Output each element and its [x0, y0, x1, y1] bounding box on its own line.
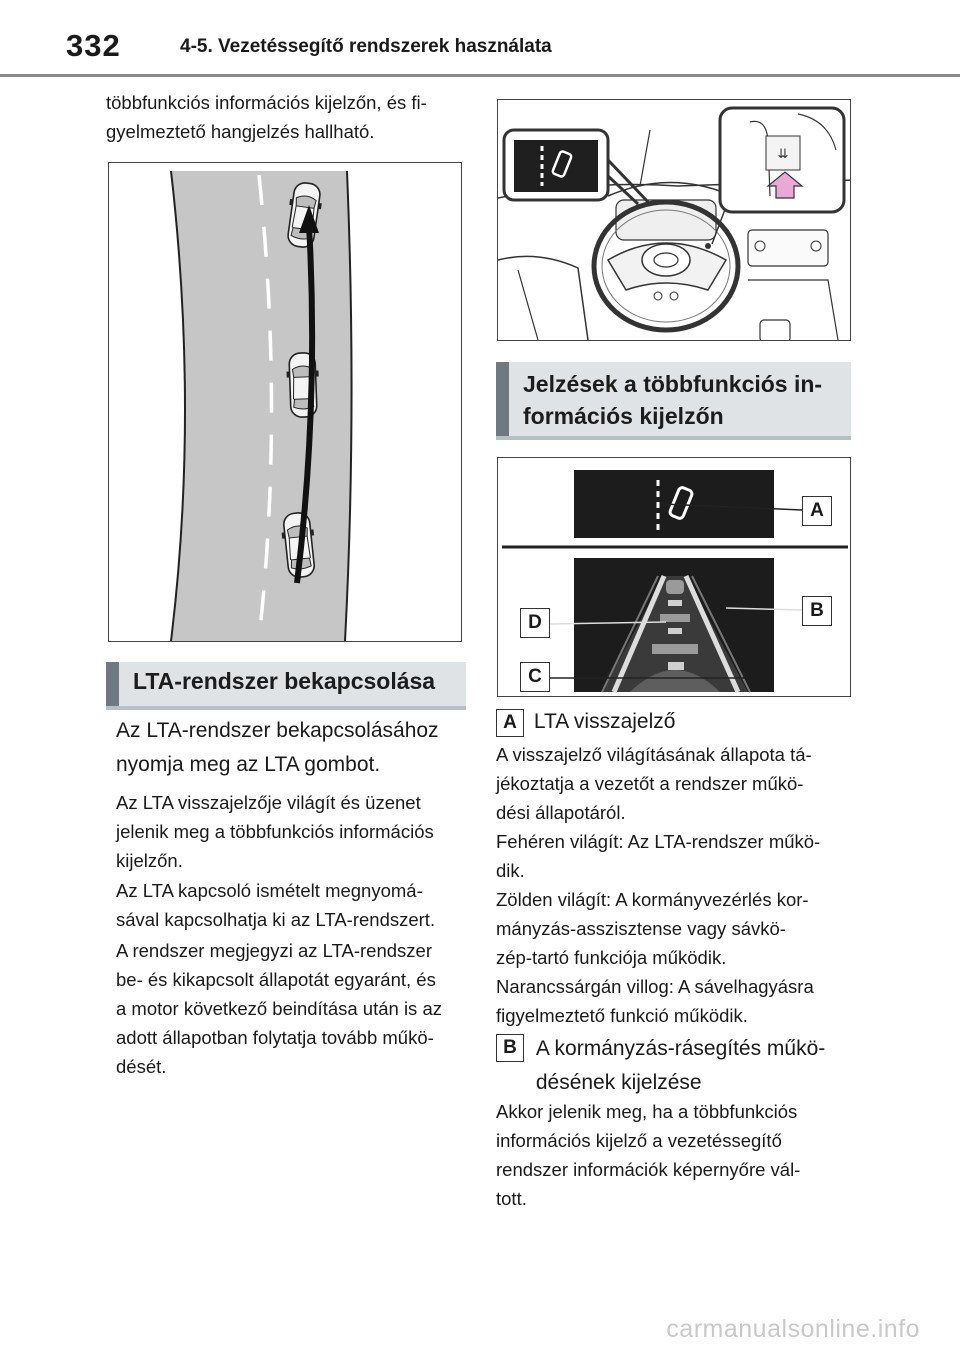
multi-info-display-figure [497, 457, 851, 697]
text-line: A visszajelző világításának állapota tá- [496, 744, 812, 765]
dashboard-figure [497, 99, 851, 341]
item-b-title [536, 1032, 825, 1100]
callout-label-c: C [520, 662, 550, 692]
text-line: információs kijelző a vezetéssegítő [496, 1130, 782, 1151]
lane-tracing-figure [108, 162, 462, 642]
intro-line: többfunkciós információs kijelzőn, és fi- [106, 92, 427, 113]
text-line: a motor következő beindítása után is az [116, 998, 442, 1019]
text-line: sával kapcsolhatja ki az LTA-rendszert. [116, 909, 436, 930]
callout-label-b: B [802, 596, 832, 626]
text-line: jékoztatja a vezetőt a rendszer műkö- [496, 773, 804, 794]
callout-label-d: D [520, 608, 550, 638]
text-line: kijelzőn. [116, 850, 183, 871]
intro-text [106, 88, 466, 146]
text-line: tott. [496, 1188, 527, 1209]
item-a-title: LTA visszajelző [533, 710, 676, 733]
item-label-a: A [496, 709, 524, 737]
section-heading-lta-on: LTA-rendszer bekapcsolása [106, 662, 466, 706]
item-a-paragraph-4 [496, 972, 856, 1030]
text-line: Az LTA kapcsoló ismételt megnyomá- [116, 880, 423, 901]
item-b-heading [496, 1032, 856, 1100]
text-line: Narancssárgán villog: A sávelhagyásra [496, 976, 814, 997]
text-line: figyelmeztető funkció működik. [496, 1005, 748, 1026]
text-line: Akkor jelenik meg, ha a többfunkciós [496, 1101, 798, 1122]
item-a-heading [496, 707, 856, 737]
callout-label-a: A [802, 496, 832, 526]
item-a-paragraph-3 [496, 885, 856, 972]
page-number: 332 [66, 28, 121, 63]
footer-watermark: carmanualsonline.info [666, 1315, 920, 1343]
title-line: A kormányzás-rásegítés műkö- [535, 1037, 826, 1060]
dashboard-illustration [498, 100, 851, 341]
text-line: rendszer információk képernyőre vál- [496, 1159, 801, 1180]
item-b-paragraph-1 [496, 1097, 856, 1213]
text-line: Az LTA visszajelzője világít és üzenet [116, 792, 421, 813]
chapter-title: 4-5. Vezetéssegítő rendszerek használata [180, 36, 552, 57]
display-illustration [498, 458, 851, 697]
item-a-paragraph-2 [496, 827, 856, 885]
lta-on-paragraph-1 [116, 788, 476, 875]
intro-line: gyelmeztető hangjelzés hallható. [106, 121, 375, 142]
text-line: jelenik meg a többfunkciós információs [116, 821, 434, 842]
text-line: A rendszer megjegyzi az LTA-rendszer [116, 940, 432, 961]
item-label-b: B [496, 1034, 524, 1062]
text-line: mányzás-asszisztense vagy sávkö- [496, 918, 786, 939]
section-heading-display-indications [496, 362, 851, 436]
lta-on-paragraph-3 [116, 936, 476, 1081]
text-line: zép-tartó funkciója működik. [496, 947, 727, 968]
heading-line: Jelzések a többfunkciós in- [523, 371, 823, 397]
heading-line: formációs kijelzőn [523, 403, 724, 429]
text-line: be- és kikapcsolt állapotát egyaránt, és [116, 969, 436, 990]
text-line: dési állapotáról. [496, 802, 626, 823]
text-line: Zölden világít: A kormányvezérlés kor- [496, 889, 809, 910]
text-line: adott állapotban folytatja tovább műkö- [116, 1027, 434, 1048]
lta-on-paragraph-2 [116, 876, 476, 934]
text-line: dését. [116, 1056, 167, 1077]
lta-on-instruction [116, 714, 476, 782]
title-line: désének kijelzése [535, 1071, 702, 1094]
road-illustration [109, 163, 462, 642]
text-line: Fehéren világít: Az LTA-rendszer műkö- [496, 831, 821, 852]
item-a-paragraph-1 [496, 740, 856, 827]
text-line: dik. [496, 860, 525, 881]
svg-text:⇊: ⇊ [777, 147, 789, 162]
header-divider [0, 74, 960, 77]
instruction-line: Az LTA-rendszer bekapcsolásához [116, 719, 439, 742]
instruction-line: nyomja meg az LTA gombot. [116, 753, 381, 776]
